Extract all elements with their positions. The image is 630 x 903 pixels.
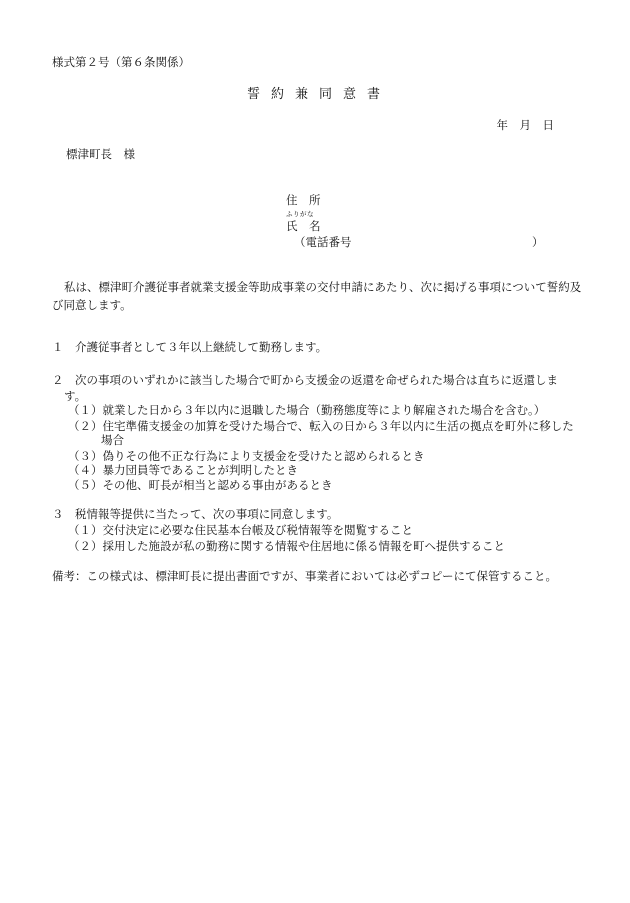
item-2-heading	[52, 372, 584, 404]
item-2-sub-2: （２）住宅準備支援金の加算を受けた場合で、転入の日から３年以内に生活の拠点を町外に移した	[68, 419, 574, 433]
form-number: 様式第２号（第６条関係）	[52, 55, 190, 69]
item-2-sub-2-cont: 場合	[101, 433, 124, 447]
item-3-sub-1: （１）交付決定に必要な住民基本台帳及び税情報等を閲覧すること	[68, 523, 413, 537]
item-2-text-cont: す。	[64, 389, 87, 404]
name-label: 氏 名	[286, 219, 321, 233]
phone-label: （電話番号	[294, 235, 352, 249]
item-3: ３ 税情報等提供に当たって、次の事項に同意します。	[52, 507, 339, 521]
remarks: 備考：この様式は、標津町長に提出書面ですが、事業者においては必ずコピーにて保管すること。	[52, 569, 557, 583]
item-2-text: ２ 次の事項のいずれかに該当した場合で町から支援金の返還を命ぜられた場合は直ちに返還しま	[52, 373, 558, 387]
item-2-sub-3: （３）偽りその他不正な行為により支援金を受けたと認められるとき	[68, 449, 425, 463]
item-2-sub-4: （４）暴力団員等であることが判明したとき	[68, 463, 298, 477]
item-1: １ 介護従事者として３年以上継続して勤務します。	[52, 340, 328, 354]
intro-paragraph: 私は、標津町介護従事者就業支援金等助成事業の交付申請にあたり、次に掲げる事項について誓約及び同意します。	[52, 280, 582, 313]
date-line: 年 月 日	[496, 118, 554, 132]
furigana-label: ふりがな	[286, 210, 314, 218]
item-3-sub-2: （２）採用した施設が私の勤務に関する情報や住居地に係る情報を町へ提供すること	[68, 539, 505, 553]
address-label: 住 所	[286, 193, 321, 207]
item-2-sub-5: （５）その他、町長が相当と認める事由があるとき	[68, 478, 333, 492]
phone-close-paren: ）	[532, 235, 544, 249]
document-title: 誓約兼同意書	[246, 87, 391, 102]
item-2-sub-1: （１）就業した日から３年以内に退職した場合（勤務態度等により解雇された場合を含む。）	[68, 403, 546, 417]
addressee: 標津町長 様	[66, 147, 135, 161]
